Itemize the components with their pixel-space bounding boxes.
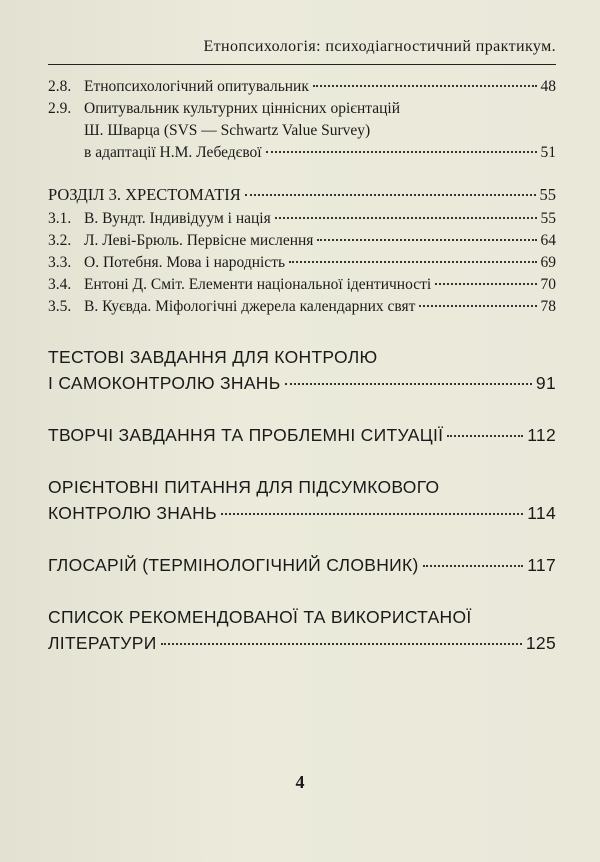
toc-major-references[interactable] — [48, 604, 556, 656]
running-header: Етнопсихологія: психодіагностичний практикум. — [48, 38, 556, 65]
dot-leader — [285, 383, 532, 385]
toc-entry-label: О. Потебня. Мова і народність — [84, 254, 286, 271]
toc-entry-page: 55 — [540, 210, 556, 227]
toc-section-page: 55 — [539, 185, 556, 204]
dot-leader — [435, 283, 536, 285]
dot-leader — [245, 194, 536, 196]
table-of-contents — [48, 76, 556, 656]
toc-entry-number: 3.3. — [48, 254, 72, 271]
toc-entry-2-9[interactable] — [48, 98, 556, 164]
toc-entry-number: 2.9. — [48, 100, 72, 117]
dot-leader — [275, 217, 537, 219]
dot-leader — [447, 435, 523, 437]
toc-entry-page: 69 — [540, 254, 556, 271]
dot-leader — [423, 565, 524, 567]
toc-entry-3-2[interactable] — [48, 230, 556, 252]
toc-entry-number: 3.5. — [48, 298, 72, 315]
toc-entry-page: 48 — [540, 78, 556, 95]
toc-entry-3-3[interactable] — [48, 252, 556, 274]
dot-leader — [266, 151, 537, 153]
toc-major-page: 117 — [527, 555, 556, 575]
dot-leader — [289, 261, 536, 263]
toc-entry-number: 2.8. — [48, 78, 72, 95]
toc-major-label: ГЛОСАРІЙ (ТЕРМІНОЛОГІЧНИЙ СЛОВНИК) — [48, 555, 419, 575]
toc-major-label-line: ТЕСТОВІ ЗАВДАННЯ ДЛЯ КОНТРОЛЮ — [48, 347, 378, 367]
toc-entry-label: В. Вундт. Індивідуум і нація — [84, 210, 271, 227]
toc-major-page: 114 — [527, 503, 556, 523]
toc-major-label: КОНТРОЛЮ ЗНАНЬ — [48, 503, 217, 523]
toc-entry-label: Л. Леві-Брюль. Первісне мислення — [84, 232, 314, 249]
toc-entry-label: Етнопсихологічний опитувальник — [84, 78, 309, 95]
toc-entry-3-4[interactable] — [48, 274, 556, 296]
toc-major-page: 125 — [525, 633, 556, 653]
toc-entry-label: в адаптації Н.М. Лебедєвої — [84, 144, 262, 161]
dot-leader — [313, 85, 537, 87]
toc-entry-2-8[interactable] — [48, 76, 556, 98]
toc-entry-page: 51 — [540, 144, 556, 161]
toc-entry-number: 3.4. — [48, 276, 72, 293]
toc-entry-3-1[interactable] — [48, 208, 556, 230]
toc-major-questions[interactable] — [48, 474, 556, 526]
toc-major-label-line: ОРІЄНТОВНІ ПИТАННЯ ДЛЯ ПІДСУМКОВОГО — [48, 477, 440, 497]
toc-major-creative-tasks[interactable] — [48, 422, 556, 448]
dot-leader — [221, 513, 523, 515]
dot-leader — [317, 239, 536, 241]
toc-section-label: РОЗДІЛ 3. ХРЕСТОМАТІЯ — [48, 185, 241, 204]
toc-major-page: 91 — [535, 373, 556, 393]
toc-entry-number: 3.2. — [48, 232, 72, 249]
toc-entry-number: 3.1. — [48, 210, 72, 227]
toc-major-tests[interactable] — [48, 344, 556, 396]
page-number: 4 — [295, 772, 305, 792]
toc-major-label: ТВОРЧІ ЗАВДАННЯ ТА ПРОБЛЕМНІ СИТУАЦІЇ — [48, 425, 444, 445]
toc-major-label-line: СПИСОК РЕКОМЕНДОВАНОЇ ТА ВИКОРИСТАНОЇ — [48, 607, 472, 627]
toc-major-glossary[interactable] — [48, 552, 556, 578]
dot-leader — [419, 305, 536, 307]
toc-entry-page: 70 — [540, 276, 556, 293]
toc-entry-label-line: Опитувальник культурних ціннісних орієнтацій — [84, 100, 400, 117]
toc-entry-label-line: Ш. Шварца (SVS — Schwartz Value Survey) — [84, 122, 371, 139]
toc-major-label: ЛІТЕРАТУРИ — [48, 633, 157, 653]
toc-entry-page: 78 — [540, 298, 556, 315]
toc-major-page: 112 — [527, 425, 556, 445]
toc-entry-page: 64 — [540, 232, 556, 249]
toc-entry-3-5[interactable] — [48, 296, 556, 318]
dot-leader — [161, 643, 522, 645]
toc-major-label: І САМОКОНТРОЛЮ ЗНАНЬ — [48, 373, 281, 393]
toc-entry-label: Ентоні Д. Сміт. Елементи національної ідентичності — [84, 276, 432, 293]
toc-section-3[interactable] — [48, 182, 556, 208]
toc-entry-label: В. Куєвда. Міфологічні джерела календарних свят — [84, 298, 416, 315]
